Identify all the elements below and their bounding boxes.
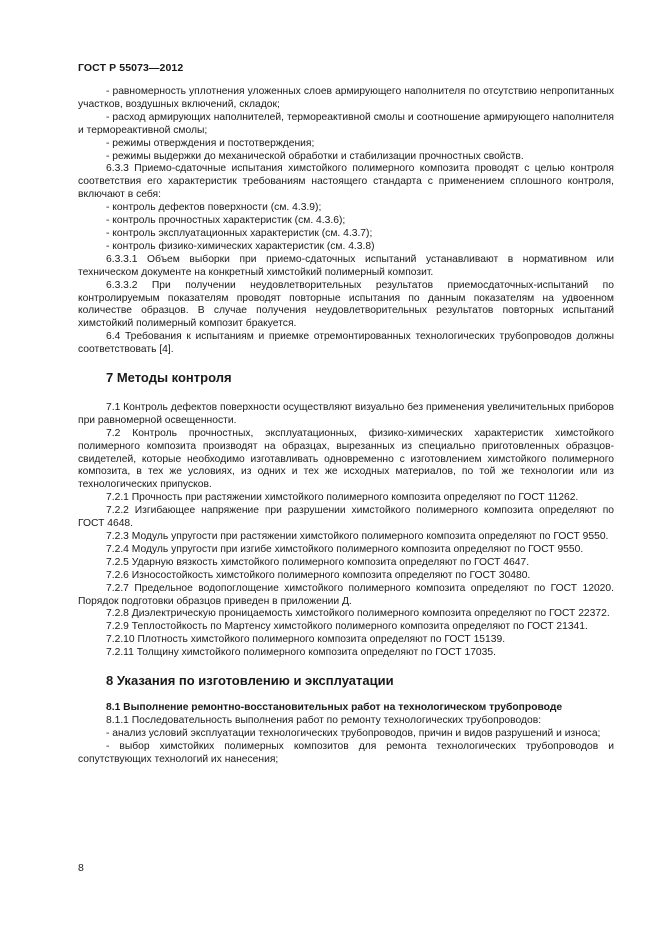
document-body bbox=[78, 86, 614, 767]
paragraph: - выбор химстойких полимерных композитов для ремонта технологических трубопроводов и сопутствующих технологий их нанесения; bbox=[78, 740, 614, 765]
paragraph: - режимы отверждения и постотверждения; bbox=[106, 137, 315, 149]
paragraph: - контроль прочностных характеристик (см. 4.3.6); bbox=[106, 215, 346, 227]
paragraph: 7.2.4 Модуль упругости при изгибе химстойкого полимерного композита определяют по ГОСТ 9550. bbox=[106, 543, 584, 555]
paragraph: - анализ условий эксплуатации технологических трубопроводов, причин и видов разрушений и износа; bbox=[106, 727, 601, 739]
paragraph: - расход армирующих наполнителей, термореактивной смолы и соотношение армирующего наполнителя и термореактивной смолы; bbox=[78, 111, 614, 136]
paragraph: 7.2.3 Модуль упругости при растяжении химстойкого полимерного композита определяют по ГОСТ 9550. bbox=[106, 531, 609, 542]
paragraph: - контроль физико-химических характеристик (см. 4.3.8) bbox=[106, 240, 375, 252]
paragraph: 7.2.6 Износостойкость химстойкого полимерного композита определяют по ГОСТ 30480. bbox=[106, 569, 531, 581]
paragraph: 7.2.9 Теплостойкость по Мартенсу химстойкого полимерного композита определяют по ГОСТ 21341. bbox=[106, 621, 588, 633]
paragraph: 8.1.1 Последовательность выполнения работ по ремонту технологических трубопроводов: bbox=[106, 714, 542, 726]
paragraph: 7.2.1 Прочность при растяжении химстойкого полимерного композита определяют по ГОСТ 11262. bbox=[106, 492, 579, 504]
paragraph: 6.3.3 Приемо-сдаточные испытания химстойкого полимерного композита проводят с целью контроля соответствия его характеристик требованиям настоящего стандарта с применением сплошного контроля, включают в себя: bbox=[78, 163, 614, 201]
subsection-heading: 8.1 Выполнение ремонтно-восстановительных работ на технологическом трубопроводе bbox=[106, 701, 563, 713]
paragraph: - равномерность уплотнения уложенных слоев армирующего наполнителя по отсутствию непропитанных участков, воздушных включений, складок; bbox=[78, 86, 614, 110]
paragraph: 6.3.3.2 При получении неудовлетворительных результатов приемосдаточных-испытаний по контролируемым показателям проводят повторные испытания по данным показателям на удвоенном количестве образцов. В случае получения неудовлетворительных результатов повторных испытаний химстойкий полимерный композит бракуется. bbox=[78, 279, 614, 330]
paragraph: 7.2 Контроль прочностных, эксплуатационных, физико-химических характеристик химстойкого полимерного композита производят на образцах, вырезанных из специально приготовленных образцов-свидетелей, которые необходимо изготавливать одновременно с изготовлением химстойкого полимерного композита, в тех же условиях, из одних и тех же исходных материалов, по той же технологии или из технологических припусков. bbox=[78, 427, 614, 491]
paragraph: - режимы выдержки до механической обработки и стабилизации прочностных свойств. bbox=[106, 150, 524, 162]
paragraph: 6.3.3.1 Объем выборки при приемо-сдаточных испытаний устанавливают в нормативном или техническом документе на конкретный химстойкий полимерный композит. bbox=[78, 253, 614, 278]
section-heading-8: 8 Указания по изготовлению и эксплуатации bbox=[106, 673, 394, 689]
page-number: 8 bbox=[78, 862, 84, 874]
document-header: ГОСТ Р 55073—2012 bbox=[78, 62, 184, 74]
paragraph: 7.2.8 Диэлектрическую проницаемость химстойкого полимерного композита определяют по ГОСТ 22372. bbox=[106, 608, 610, 620]
paragraph: 7.1 Контроль дефектов поверхности осуществляют визуально без применения увеличительных приборов при равномерной освещенности. bbox=[78, 401, 614, 426]
paragraph: 7.2.5 Ударную вязкость химстойкого полимерного композита определяют по ГОСТ 4647. bbox=[106, 556, 530, 568]
section-heading-7: 7 Методы контроля bbox=[106, 370, 232, 386]
paragraph: 6.4 Требования к испытаниям и приемке отремонтированных технологических трубопроводов должны соответствовать [4]. bbox=[78, 331, 614, 356]
paragraph: - контроль дефектов поверхности (см. 4.3.9); bbox=[106, 202, 322, 214]
paragraph: 7.2.10 Плотность химстойкого полимерного композита определяют по ГОСТ 15139. bbox=[106, 634, 506, 646]
paragraph: 7.2.7 Предельное водопоглощение химстойкого полимерного композита определяют по ГОСТ 12020. Порядок подготовки образцов приведен в приложении Д. bbox=[78, 582, 614, 607]
paragraph: 7.2.11 Толщину химстойкого полимерного композита определяют по ГОСТ 17035. bbox=[106, 647, 496, 659]
paragraph: - контроль эксплуатационных характеристик (см. 4.3.7); bbox=[106, 227, 373, 239]
paragraph: 7.2.2 Изгибающее напряжение при разрушении химстойкого полимерного композита определяют по ГОСТ 4648. bbox=[78, 505, 614, 530]
